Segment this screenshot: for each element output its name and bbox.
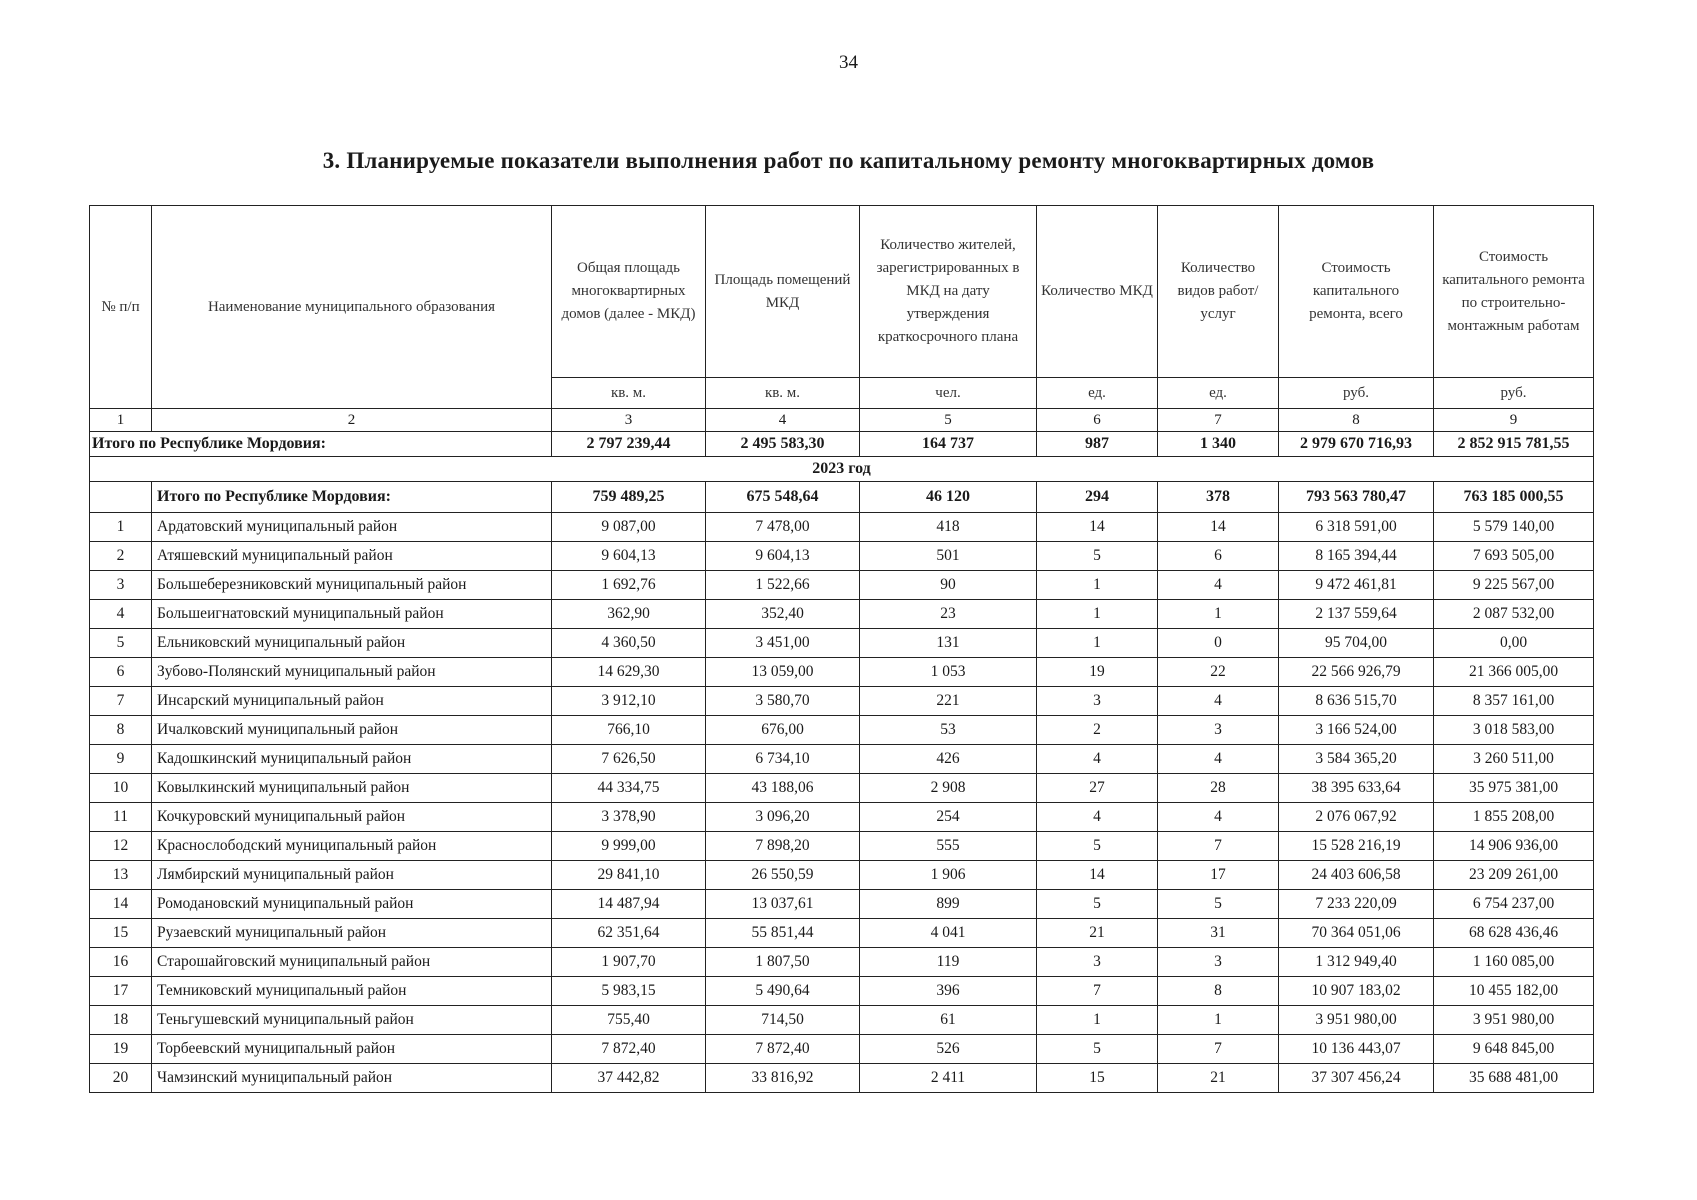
table-cell: 7 626,50 <box>552 745 706 774</box>
table-cell: 6 318 591,00 <box>1279 513 1434 542</box>
table-cell: 9 225 567,00 <box>1434 571 1594 600</box>
table-cell: 22 566 926,79 <box>1279 658 1434 687</box>
row-number: 14 <box>90 890 152 919</box>
table-cell: 1 807,50 <box>706 948 860 977</box>
table-cell: 15 <box>1037 1064 1158 1093</box>
year-total-value: 675 548,64 <box>706 482 860 513</box>
municipality-name: Краснослободский муниципальный район <box>152 832 552 861</box>
table-cell: 0 <box>1158 629 1279 658</box>
table-cell: 3 378,90 <box>552 803 706 832</box>
column-number: 2 <box>152 409 552 432</box>
table-cell: 10 907 183,02 <box>1279 977 1434 1006</box>
table-cell: 33 816,92 <box>706 1064 860 1093</box>
table-cell: 7 478,00 <box>706 513 860 542</box>
table-cell: 21 366 005,00 <box>1434 658 1594 687</box>
column-number: 3 <box>552 409 706 432</box>
table-cell: 7 <box>1158 1035 1279 1064</box>
table-cell: 1 <box>1037 629 1158 658</box>
header-cell: Количество видов работ/услуг <box>1158 206 1279 378</box>
header-cell: Стоимость капитального ремонта по строительно-монтажным работам <box>1434 206 1594 378</box>
row-number: 16 <box>90 948 152 977</box>
table-cell: 2 137 559,64 <box>1279 600 1434 629</box>
column-number: 7 <box>1158 409 1279 432</box>
table-cell: 3 451,00 <box>706 629 860 658</box>
table-cell: 4 <box>1158 571 1279 600</box>
table-cell: 23 <box>860 600 1037 629</box>
table-cell: 3 <box>1158 948 1279 977</box>
table-cell: 501 <box>860 542 1037 571</box>
table-cell: 28 <box>1158 774 1279 803</box>
table-row <box>90 513 1594 542</box>
table-cell: 61 <box>860 1006 1037 1035</box>
row-number: 5 <box>90 629 152 658</box>
table-cell: 2 <box>1037 716 1158 745</box>
table-cell: 1 312 949,40 <box>1279 948 1434 977</box>
table-cell: 27 <box>1037 774 1158 803</box>
row-number: 1 <box>90 513 152 542</box>
table-cell: 19 <box>1037 658 1158 687</box>
table-row <box>90 716 1594 745</box>
header-row <box>90 206 1594 378</box>
municipality-name: Ковылкинский муниципальный район <box>152 774 552 803</box>
table-cell: 24 403 606,58 <box>1279 861 1434 890</box>
table-cell: 1 855 208,00 <box>1434 803 1594 832</box>
table-cell: 5 <box>1037 890 1158 919</box>
table-cell: 0,00 <box>1434 629 1594 658</box>
municipality-name: Кадошкинский муниципальный район <box>152 745 552 774</box>
table-cell: 68 628 436,46 <box>1434 919 1594 948</box>
table-cell: 1 160 085,00 <box>1434 948 1594 977</box>
grand-total-value: 987 <box>1037 432 1158 457</box>
row-number: 6 <box>90 658 152 687</box>
row-number: 18 <box>90 1006 152 1035</box>
table-cell: 5 579 140,00 <box>1434 513 1594 542</box>
table-row <box>90 600 1594 629</box>
table-row <box>90 861 1594 890</box>
table-cell: 1 <box>1037 600 1158 629</box>
table-cell: 7 <box>1158 832 1279 861</box>
table-cell: 3 260 511,00 <box>1434 745 1594 774</box>
table-row <box>90 542 1594 571</box>
row-number: 13 <box>90 861 152 890</box>
table-cell: 4 <box>1158 745 1279 774</box>
municipality-name: Теньгушевский муниципальный район <box>152 1006 552 1035</box>
table-row <box>90 629 1594 658</box>
table-cell: 14 906 936,00 <box>1434 832 1594 861</box>
municipality-name: Инсарский муниципальный район <box>152 687 552 716</box>
page-number: 34 <box>839 52 858 73</box>
municipality-name: Ельниковский муниципальный район <box>152 629 552 658</box>
table-cell: 1 906 <box>860 861 1037 890</box>
table-cell: 899 <box>860 890 1037 919</box>
table-row <box>90 745 1594 774</box>
table-cell: 35 688 481,00 <box>1434 1064 1594 1093</box>
table-cell: 3 <box>1037 948 1158 977</box>
table-cell: 8 357 161,00 <box>1434 687 1594 716</box>
table-cell: 37 442,82 <box>552 1064 706 1093</box>
table-cell: 418 <box>860 513 1037 542</box>
table-cell: 8 165 394,44 <box>1279 542 1434 571</box>
table-cell: 3 018 583,00 <box>1434 716 1594 745</box>
table-cell: 21 <box>1158 1064 1279 1093</box>
table-cell: 37 307 456,24 <box>1279 1064 1434 1093</box>
unit-cell: руб. <box>1279 378 1434 409</box>
table-row <box>90 948 1594 977</box>
table-cell: 9 604,13 <box>706 542 860 571</box>
table-cell: 90 <box>860 571 1037 600</box>
table-cell: 1 <box>1158 600 1279 629</box>
row-number: 15 <box>90 919 152 948</box>
municipality-name: Ромодановский муниципальный район <box>152 890 552 919</box>
row-number: 12 <box>90 832 152 861</box>
table-cell: 8 636 515,70 <box>1279 687 1434 716</box>
table-cell: 13 037,61 <box>706 890 860 919</box>
table-cell: 7 872,40 <box>552 1035 706 1064</box>
column-number: 8 <box>1279 409 1434 432</box>
table-cell: 131 <box>860 629 1037 658</box>
table-cell: 9 604,13 <box>552 542 706 571</box>
table-cell: 10 455 182,00 <box>1434 977 1594 1006</box>
municipality-name: Темниковский муниципальный район <box>152 977 552 1006</box>
table-cell: 7 233 220,09 <box>1279 890 1434 919</box>
table-cell: 526 <box>860 1035 1037 1064</box>
table-cell: 4 <box>1037 803 1158 832</box>
table-cell: 70 364 051,06 <box>1279 919 1434 948</box>
table-cell: 2 411 <box>860 1064 1037 1093</box>
table-cell: 43 188,06 <box>706 774 860 803</box>
table-row <box>90 1006 1594 1035</box>
table-cell: 4 360,50 <box>552 629 706 658</box>
table-cell: 9 999,00 <box>552 832 706 861</box>
table-cell: 3 580,70 <box>706 687 860 716</box>
table-row <box>90 687 1594 716</box>
table-row <box>90 803 1594 832</box>
header-cell: № п/п <box>90 206 152 409</box>
table-cell: 555 <box>860 832 1037 861</box>
table-cell: 5 <box>1158 890 1279 919</box>
grand-total-value: 2 852 915 781,55 <box>1434 432 1594 457</box>
table-cell: 5 <box>1037 832 1158 861</box>
municipality-name: Ичалковский муниципальный район <box>152 716 552 745</box>
table-cell: 38 395 633,64 <box>1279 774 1434 803</box>
row-number: 17 <box>90 977 152 1006</box>
unit-cell: ед. <box>1037 378 1158 409</box>
table-cell: 396 <box>860 977 1037 1006</box>
municipality-name: Чамзинский муниципальный район <box>152 1064 552 1093</box>
table-cell: 8 <box>1158 977 1279 1006</box>
row-number: 9 <box>90 745 152 774</box>
table-row <box>90 658 1594 687</box>
year-total-value: 793 563 780,47 <box>1279 482 1434 513</box>
table-cell: 4 <box>1158 687 1279 716</box>
table-cell: 3 <box>1037 687 1158 716</box>
row-number: 10 <box>90 774 152 803</box>
table-cell: 221 <box>860 687 1037 716</box>
capital-repair-table <box>89 205 1594 1093</box>
grand-total-value: 2 979 670 716,93 <box>1279 432 1434 457</box>
table-cell: 35 975 381,00 <box>1434 774 1594 803</box>
table-cell: 31 <box>1158 919 1279 948</box>
year-total-value: 378 <box>1158 482 1279 513</box>
table-cell: 1 522,66 <box>706 571 860 600</box>
grand-total-value: 2 797 239,44 <box>552 432 706 457</box>
table-row <box>90 919 1594 948</box>
table-cell: 4 <box>1037 745 1158 774</box>
document-title: 3. Планируемые показатели выполнения работ по капитальному ремонту многоквартирных домов <box>322 148 1375 173</box>
table-cell: 3 096,20 <box>706 803 860 832</box>
table-cell: 55 851,44 <box>706 919 860 948</box>
column-number: 9 <box>1434 409 1594 432</box>
year-label: 2023 год <box>90 457 1594 482</box>
table-cell: 6 734,10 <box>706 745 860 774</box>
table-cell: 362,90 <box>552 600 706 629</box>
table-cell: 4 <box>1158 803 1279 832</box>
table-cell: 10 136 443,07 <box>1279 1035 1434 1064</box>
table-cell: 1 <box>1037 1006 1158 1035</box>
table-cell: 676,00 <box>706 716 860 745</box>
table-cell: 254 <box>860 803 1037 832</box>
unit-cell: кв. м. <box>552 378 706 409</box>
column-numbers-row <box>90 409 1594 432</box>
municipality-name: Рузаевский муниципальный район <box>152 919 552 948</box>
grand-total-value: 2 495 583,30 <box>706 432 860 457</box>
header-cell: Общая площадь многоквартирных домов (далее - МКД) <box>552 206 706 378</box>
column-number: 6 <box>1037 409 1158 432</box>
column-number: 4 <box>706 409 860 432</box>
table-cell: 3 951 980,00 <box>1279 1006 1434 1035</box>
table-cell: 26 550,59 <box>706 861 860 890</box>
table-cell: 5 <box>1037 542 1158 571</box>
table-cell: 29 841,10 <box>552 861 706 890</box>
table-cell: 15 528 216,19 <box>1279 832 1434 861</box>
unit-cell: руб. <box>1434 378 1594 409</box>
table-cell: 17 <box>1158 861 1279 890</box>
year-total-label: Итого по Республике Мордовия: <box>152 482 552 513</box>
table-cell: 2 076 067,92 <box>1279 803 1434 832</box>
table-cell: 14 <box>1037 513 1158 542</box>
table-row <box>90 832 1594 861</box>
table-cell: 1 053 <box>860 658 1037 687</box>
year-total-row <box>90 482 1594 513</box>
municipality-name: Атяшевский муниципальный район <box>152 542 552 571</box>
table-cell: 22 <box>1158 658 1279 687</box>
column-number: 5 <box>860 409 1037 432</box>
municipality-name: Большеберезниковский муниципальный район <box>152 571 552 600</box>
municipality-name: Старошайговский муниципальный район <box>152 948 552 977</box>
table-cell: 14 629,30 <box>552 658 706 687</box>
year-row <box>90 457 1594 482</box>
table-cell: 119 <box>860 948 1037 977</box>
table-cell: 6 754 237,00 <box>1434 890 1594 919</box>
table-cell: 2 087 532,00 <box>1434 600 1594 629</box>
row-number: 19 <box>90 1035 152 1064</box>
municipality-name: Зубово-Полянский муниципальный район <box>152 658 552 687</box>
table-cell: 3 <box>1158 716 1279 745</box>
table-cell: 7 693 505,00 <box>1434 542 1594 571</box>
table-cell: 1 907,70 <box>552 948 706 977</box>
table-cell: 1 <box>1037 571 1158 600</box>
row-number: 8 <box>90 716 152 745</box>
table-cell: 1 692,76 <box>552 571 706 600</box>
table-row <box>90 571 1594 600</box>
table-cell: 7 898,20 <box>706 832 860 861</box>
table-cell: 3 912,10 <box>552 687 706 716</box>
unit-cell: ед. <box>1158 378 1279 409</box>
table-cell: 53 <box>860 716 1037 745</box>
table-row <box>90 774 1594 803</box>
grand-total-label: Итого по Республике Мордовия: <box>90 432 552 457</box>
row-number: 20 <box>90 1064 152 1093</box>
table-cell: 3 166 524,00 <box>1279 716 1434 745</box>
row-number: 2 <box>90 542 152 571</box>
table-cell: 14 <box>1037 861 1158 890</box>
table-cell: 7 872,40 <box>706 1035 860 1064</box>
table-cell: 1 <box>1158 1006 1279 1035</box>
year-total-value: 763 185 000,55 <box>1434 482 1594 513</box>
municipality-name: Большеигнатовский муниципальный район <box>152 600 552 629</box>
header-cell: Стоимость капитального ремонта, всего <box>1279 206 1434 378</box>
table-row <box>90 1064 1594 1093</box>
header-cell: Наименование муниципального образования <box>152 206 552 409</box>
table-row <box>90 977 1594 1006</box>
table-cell: 95 704,00 <box>1279 629 1434 658</box>
municipality-name: Кочкуровский муниципальный район <box>152 803 552 832</box>
table-row <box>90 1035 1594 1064</box>
table-cell: 4 041 <box>860 919 1037 948</box>
table-cell: 426 <box>860 745 1037 774</box>
table-cell: 14 487,94 <box>552 890 706 919</box>
table-cell: 14 <box>1158 513 1279 542</box>
table-cell: 352,40 <box>706 600 860 629</box>
row-number: 7 <box>90 687 152 716</box>
year-total-value: 294 <box>1037 482 1158 513</box>
row-number: 3 <box>90 571 152 600</box>
table-cell: 9 087,00 <box>552 513 706 542</box>
unit-cell: кв. м. <box>706 378 860 409</box>
grand-total-row <box>90 432 1594 457</box>
header-cell: Площадь помещений МКД <box>706 206 860 378</box>
header-cell: Количество МКД <box>1037 206 1158 378</box>
table-cell: 714,50 <box>706 1006 860 1035</box>
table-cell: 5 <box>1037 1035 1158 1064</box>
table-cell: 5 983,15 <box>552 977 706 1006</box>
year-total-value: 46 120 <box>860 482 1037 513</box>
table-cell: 3 584 365,20 <box>1279 745 1434 774</box>
table-cell: 755,40 <box>552 1006 706 1035</box>
table-cell: 7 <box>1037 977 1158 1006</box>
table-cell: 9 472 461,81 <box>1279 571 1434 600</box>
column-number: 1 <box>90 409 152 432</box>
row-number: 4 <box>90 600 152 629</box>
municipality-name: Ардатовский муниципальный район <box>152 513 552 542</box>
table-cell: 62 351,64 <box>552 919 706 948</box>
table-cell: 5 490,64 <box>706 977 860 1006</box>
table-cell: 13 059,00 <box>706 658 860 687</box>
municipality-name: Лямбирский муниципальный район <box>152 861 552 890</box>
table-cell: 6 <box>1158 542 1279 571</box>
table-row <box>90 890 1594 919</box>
year-total-empty <box>90 482 152 513</box>
table-cell: 21 <box>1037 919 1158 948</box>
unit-cell: чел. <box>860 378 1037 409</box>
table-cell: 9 648 845,00 <box>1434 1035 1594 1064</box>
table-cell: 44 334,75 <box>552 774 706 803</box>
year-total-value: 759 489,25 <box>552 482 706 513</box>
grand-total-value: 1 340 <box>1158 432 1279 457</box>
table-cell: 2 908 <box>860 774 1037 803</box>
row-number: 11 <box>90 803 152 832</box>
municipality-name: Торбеевский муниципальный район <box>152 1035 552 1064</box>
table-cell: 23 209 261,00 <box>1434 861 1594 890</box>
table-cell: 3 951 980,00 <box>1434 1006 1594 1035</box>
header-cell: Количество жителей, зарегистрированных в МКД на дату утверждения краткосрочного плана <box>860 206 1037 378</box>
table-cell: 766,10 <box>552 716 706 745</box>
grand-total-value: 164 737 <box>860 432 1037 457</box>
